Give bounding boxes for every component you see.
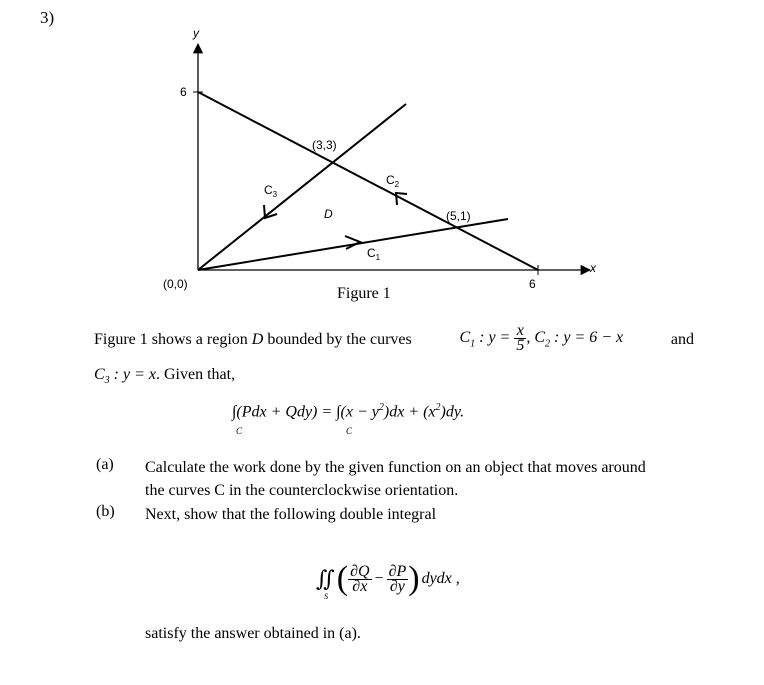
part-b-label: (b) — [96, 503, 115, 520]
x-axis-label: x — [590, 261, 596, 275]
curve-c2-label: $C_2$ — [386, 173, 400, 189]
intro-line-2: $C_3$ : y = x. Given that, — [94, 366, 236, 387]
closing-text: satisfy the answer obtained in (a). — [145, 625, 361, 642]
y-tick-label: 6 — [180, 85, 187, 99]
y-axis-label: y — [193, 26, 199, 40]
figure-caption: Figure 1 — [337, 285, 391, 302]
question-number: 3) — [40, 8, 55, 27]
part-a-text: Calculate the work done by the given function on an object that moves around the curves C in the counterclockwise orientation. — [145, 459, 646, 499]
x-tick-label: 6 — [529, 277, 536, 291]
point-3-3-label: (3,3) — [312, 138, 337, 152]
integral-sub-c-1: C — [236, 426, 243, 436]
double-integral: ∬ S ( $\frac{\partial Q}{\partial x}$ − $\frac{\partial P}{\partial y}$ ) dydx , — [316, 560, 460, 601]
line-integral-equation: $\int(Pdx + Qdy) = \int(x - y^2)dx + (x^2)dy$. — [232, 402, 465, 421]
point-5-1-label: (5,1) — [446, 209, 471, 223]
part-b-text: Next, show that the following double integral — [145, 506, 437, 523]
region-label: D — [324, 207, 333, 221]
arrow-c1 — [345, 236, 360, 249]
curve-c3-label: $C_3$ — [264, 183, 278, 199]
figure-1 — [0, 0, 764, 310]
part-a-label: (a) — [96, 456, 114, 473]
origin-label: (0,0) — [163, 277, 188, 291]
curve-c2 — [198, 92, 538, 270]
integral-sub-c-2: C — [346, 426, 353, 436]
curve-c1-label: $C_1$ — [367, 246, 381, 262]
intro-line-1: Figure 1 shows a region D bounded by the curves $C_1$ : y = $\frac{x}{5}$ , $C_2$ : y = 6 − x and — [94, 322, 694, 354]
